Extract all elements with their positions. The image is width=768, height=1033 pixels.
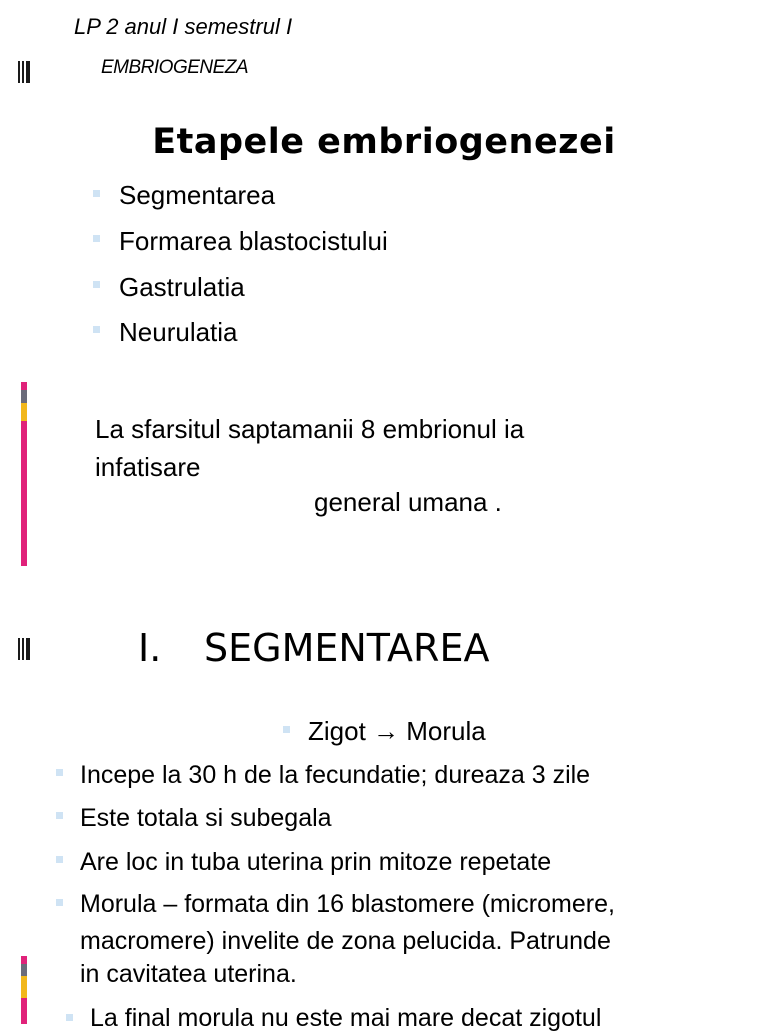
bullet-icon (56, 812, 63, 819)
subject-header: EMBRIOGENEZA (101, 57, 249, 78)
bullet-icon (56, 769, 63, 776)
accent-bar-segment (21, 964, 27, 976)
bullet-icon (93, 235, 100, 242)
note-paragraph (95, 410, 655, 486)
list-item: Neurulatia (119, 317, 238, 347)
accent-bar (21, 421, 27, 566)
slide-marker-icon (18, 638, 31, 660)
list-item-continuation: macromere) invelite de zona pelucida. Patrunde (80, 927, 611, 955)
list-item: Incepe la 30 h de la fecundatie; dureaza 3 zile (80, 761, 591, 789)
bullet-icon (283, 726, 290, 733)
section-heading-text: SEGMENTAREA (204, 626, 490, 670)
accent-bar-segment (21, 956, 27, 964)
accent-bar-segment (21, 403, 27, 421)
list-item: La final morula nu este mai mare decat zigotul (90, 1004, 602, 1032)
accent-bar-segment (21, 382, 27, 390)
bullet-icon (66, 1014, 73, 1021)
bullet-icon (93, 281, 100, 288)
section-title: Etapele embriogenezei (152, 122, 616, 162)
bullet-icon (56, 899, 63, 906)
list-item-continuation: in cavitatea uterina. (80, 960, 297, 988)
list-item: Segmentarea (119, 180, 276, 210)
note-line: La sfarsitul saptamanii 8 embrionul ia (95, 414, 525, 444)
course-header: LP 2 anul I semestrul I (74, 14, 293, 39)
list-item: Are loc in tuba uterina prin mitoze repetate (80, 848, 552, 876)
bullet-icon (93, 190, 100, 197)
section-number: I. (138, 626, 162, 670)
bullet-icon (93, 326, 100, 333)
section-heading (138, 626, 489, 670)
list-item: Gastrulatia (119, 272, 245, 302)
accent-bar (21, 998, 27, 1024)
note-line: general umana . (314, 487, 502, 517)
bullet-icon (56, 856, 63, 863)
list-item: Morula – formata din 16 blastomere (micromere, (80, 890, 615, 918)
subtitle: Zigot → Morula (308, 716, 486, 746)
accent-bar-segment (21, 390, 27, 403)
note-line: infatisare (95, 452, 201, 482)
accent-bar-segment (21, 976, 27, 998)
list-item: Formarea blastocistului (119, 226, 388, 256)
slide-marker-icon (18, 61, 31, 83)
list-item: Este totala si subegala (80, 804, 332, 832)
